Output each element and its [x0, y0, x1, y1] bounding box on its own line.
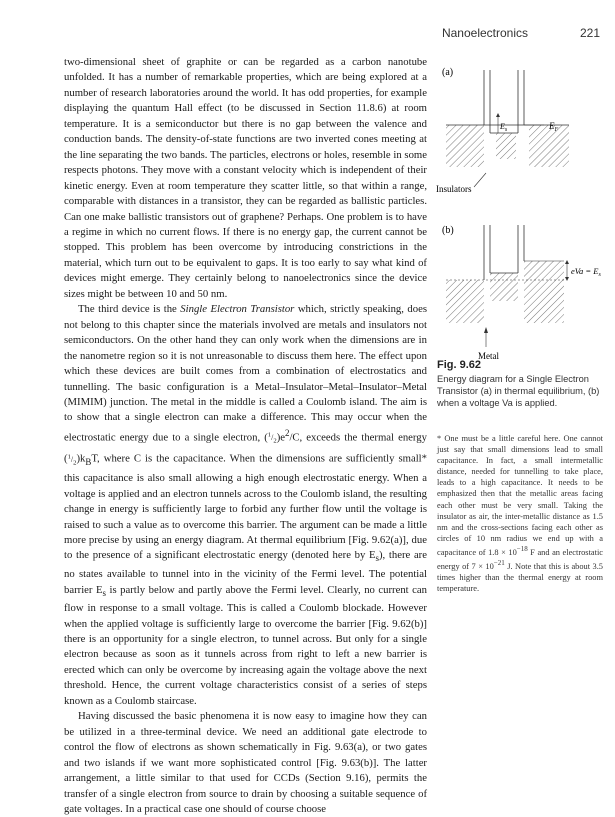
- paragraph-three-terminal: Having discussed the basic phenomena it is now easy to imagine how they can be utilized in a three-terminal device. We need an additional gate electrode to control the flow of electrons as shown schematically in Fig. 9.63(a), or two gates and two islands if we want more sophisticated control [Fig. 9.63(b)]. The latter arrangement, a little similar to that used for CCDs (Section 9.16), permits the transfer of a single electron from source to drain by choosing a suitable sequence of gate voltages. In a practical case one should of course choose: [64, 710, 427, 815]
- eva-label: eVa = $E_s$: [571, 266, 601, 278]
- metal-label: Metal: [478, 351, 499, 361]
- panel-a-label: (a): [442, 67, 454, 78]
- es-label-a: $E_s$: [500, 122, 508, 133]
- main-text-column: [64, 55, 427, 817]
- panel-b-diagram: [446, 225, 601, 323]
- energy-diagram-figure: [434, 55, 604, 365]
- right-metal-hatch: [529, 125, 569, 167]
- panel-b-label: (b): [442, 225, 454, 236]
- island-hatch: [496, 133, 516, 159]
- insulators-label: Insulators: [436, 184, 472, 194]
- ef-label: $E_F$: [549, 121, 559, 133]
- running-header: Nanoelectronics: [441, 26, 528, 40]
- paragraph-set: The third device is the Single Electron Transistor which, strictly speaking, does not belong to this chapter since the materials involved are metals and insulators not semiconductors. On the other hand they can only work when the dimensions are in the nanometre region so it is not unreasonable to discuss them here. The effect upon which these devices are built comes from a combination of electrostatics and tunnelling. The basic configuration is a Metal–Insulator–Metal–Insulator–Metal (MIMIM) junction. The metal in the middle is called a Coulomb island. The aim is to show that a single electron can make a difference. This may occur when the electrostatic energy due to a single electron, $(^1/_2)e^2/C$, exceeds the thermal energy $(^1/_2)k_BT$, where C is the capacitance. When the dimensions are sufficiently small* this capacitance is also small allowing a high enough electrostatic energy. When a voltage is applied and an electron tunnels across to the Coulomb island, the resulting change in energy is sufficiently large to forbid any further flow until the voltage is raised to such a value as to overcome this barrier. The argument can be made a little more precise by using an energy diagram. At thermal equilibrium [Fig. 9.62(a)], due to the presence of a significant electrostatic energy (denoted here by $E_s$), there are no states available to tunnel into in the vicinity of the Fermi level. The potential barrier $E_s$ is partly below and partly above the Fermi level. Clearly, no current can flow in response to a small voltage. This is called a Coulomb blockade. However when the applied voltage is sufficiently large to overcome the barrier [Fig. 9.62(b)] there is an opportunity for a single electron, to tunnel across. But only for a single electron because as soon as it tunnels across from right to left a new barrier is erected which can only be overcome by increasing again the voltage above the next threshold. Hence, the current voltage characteristics consist of a series of steps known as a Coulomb staircase.: [64, 303, 428, 707]
- page-number: 221: [579, 26, 600, 40]
- figure-caption-text: Energy diagram for a Single Electron Transistor (a) in thermal equilibrium, (b) when a voltage Va is applied.: [437, 374, 600, 408]
- island-hatch-b: [490, 273, 518, 301]
- right-metal-hatch-b: [524, 261, 564, 323]
- figure-caption-title: Fig. 9.62: [437, 359, 482, 371]
- paragraph-graphene: two-dimensional sheet of graphite or can be regarded as a carbon nanotube unfolded. It has a number of remarkable properties, which are being explored at a number of research laboratories around the world. It has odd properties, for example displaying the quantum Hall effect (to be discussed in Section 11.8.6) at room temperature. It is a semiconductor but there is no gap between the valence and conduction bands. The density-of-state functions are two inverted cones meeting at the line separating the two bands. The particles, electrons or holes, resemble in some respects photons. They move with a constant velocity which is independent of their kinetic energy. Even at room temperature they scatter little, so that within a range, comparable with distances in a transistor, they can be regarded as ballistic particles. Can one make ballistic transistors out of graphene? Perhaps. One problem is to have a regime in which no current flows. If there is no energy gap, the current cannot be stopped. This problem has been overcome by introducing constrictions in the material, which turn out to be equivalent to gaps. It is too early to say what kind of devices might emerge. They certainly belong to nanoelectronics since the device sizes might be between 10 and 50 nm.: [64, 56, 427, 300]
- footnote: * One must be a little careful here. One cannot just say that small dimensions lead to small capacitance. In fact, a small intermetallic distance, needed for tunnelling to take place, leads to a high capacitance. It needs to be emphasized then that the metallic areas facing each other must be very small. Taking the insulator as air, the inter-metallic distance as 1.5 nm and the cross-sections facing each other as circles of 10 nm radius we end up with a capacitance of $1.8 \times 10^{-18}$ F and an electrostatic energy of $7 \times 10^{-21}$ J. Note that this is about 3.5 times higher than the thermal energy at room temperature.: [437, 434, 603, 593]
- panel-a-diagram: [446, 70, 569, 167]
- left-metal-hatch-b: [446, 280, 484, 323]
- left-metal-hatch: [446, 125, 484, 167]
